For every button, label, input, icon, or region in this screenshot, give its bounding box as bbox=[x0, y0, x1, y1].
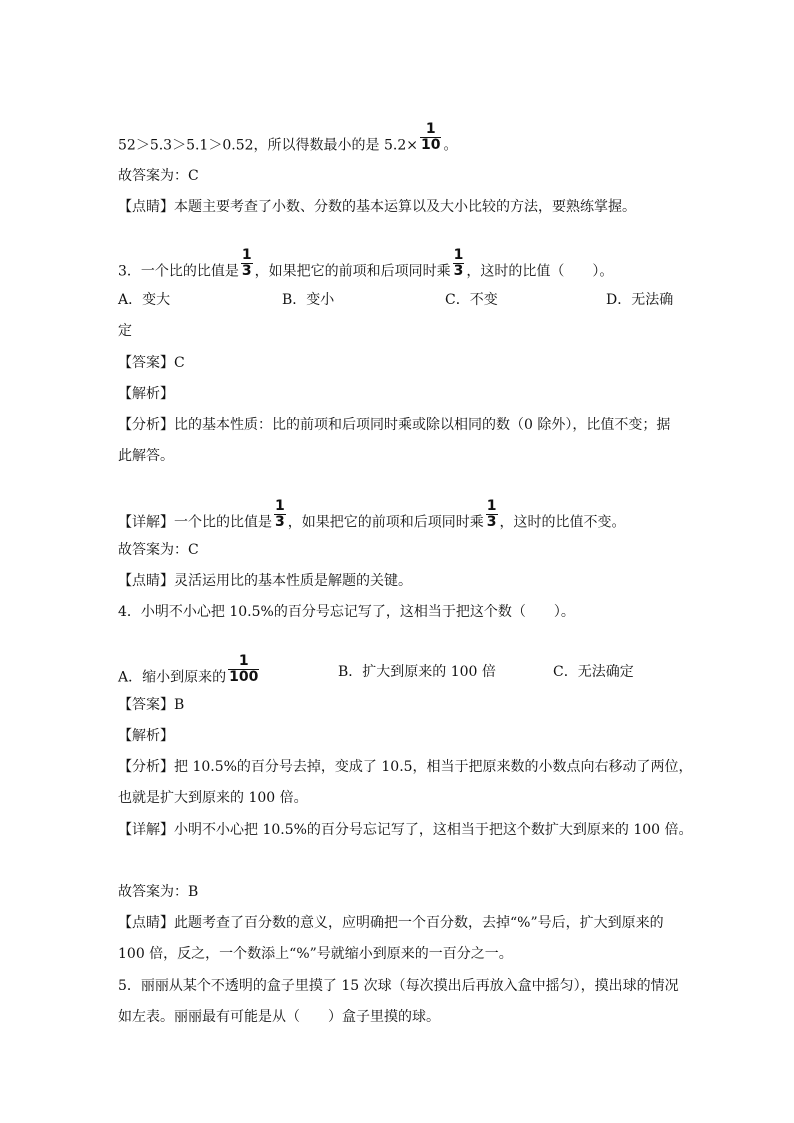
q2-conclusion-end: 。 bbox=[443, 137, 458, 154]
q3-fenxi-line-1: 【分析】比的基本性质：比的前项和后项同时乘或除以相同的数（0 除外），比值不变；据 bbox=[118, 417, 671, 433]
q2-comment: 【点睛】本题主要考查了小数、分数的基本运算以及大小比较的方法，要熟练掌握。 bbox=[118, 199, 636, 215]
q3-detail-fraction-1 bbox=[274, 499, 286, 530]
q3-analysis-heading: 【解析】 bbox=[118, 386, 174, 402]
q3-option-c: C．不变 bbox=[445, 292, 498, 308]
fraction-denominator: 3 bbox=[275, 514, 285, 530]
q3-detail-text-b: ，如果把它的前项和后项同时乘 bbox=[287, 514, 484, 531]
fraction-denominator: 10 bbox=[420, 137, 441, 153]
q4-analysis-heading: 【解析】 bbox=[118, 728, 174, 744]
q4-answer: 【答案】B bbox=[118, 697, 185, 713]
q3-detail-text-a: 【详解】一个比的比值是 bbox=[118, 514, 272, 531]
q4-detail: 【详解】小明不小心把 10.5%的百分号忘记写了，这相当于把这个数扩大到原来的 100 倍。 bbox=[118, 822, 693, 838]
q3-option-a: A．变大 bbox=[118, 292, 171, 308]
q4-option-a-fraction bbox=[228, 654, 259, 685]
q2-conclusion-text: 52＞5.3＞5.1＞0.52，所以得数最小的是 5.2× bbox=[118, 137, 418, 154]
q4-fenxi-line-2: 也就是扩大到原来的 100 倍。 bbox=[118, 790, 308, 806]
q3-stem-text-a: 3．一个比的比值是 bbox=[118, 263, 239, 280]
q4-fenxi-line-1: 【分析】把 10.5%的百分号去掉，变成了 10.5，相当于把原来数的小数点向右移动了两位， bbox=[118, 759, 693, 775]
q3-fraction-1 bbox=[241, 248, 253, 279]
q4-option-a bbox=[118, 653, 261, 693]
fraction-denominator: 3 bbox=[241, 263, 252, 279]
q3-option-d-wrap: 定 bbox=[118, 323, 132, 339]
q4-option-c: C．无法确定 bbox=[553, 664, 634, 680]
fraction-denominator: 3 bbox=[486, 514, 497, 530]
q4-answer-line: 故答案为：B bbox=[118, 884, 199, 900]
q5-stem-line-2: 如左表。丽丽最有可能是从（ ）盒子里摸的球。 bbox=[118, 1009, 440, 1025]
fraction-numerator: 1 bbox=[453, 247, 464, 263]
fraction-numerator: 1 bbox=[238, 653, 249, 669]
q3-fraction-2 bbox=[453, 248, 465, 279]
q3-answer: 【答案】C bbox=[118, 355, 185, 371]
q3-answer-line: 故答案为：C bbox=[118, 542, 199, 558]
fraction-denominator: 3 bbox=[453, 263, 464, 279]
fraction-denominator: 100 bbox=[229, 669, 259, 685]
q4-option-a-text: A．缩小到原来的 bbox=[118, 669, 227, 686]
fraction-numerator: 1 bbox=[486, 498, 497, 514]
q3-comment: 【点睛】灵活运用比的基本性质是解题的关键。 bbox=[118, 573, 412, 589]
q3-detail-text-c: ，这时的比值不变。 bbox=[499, 514, 626, 531]
q4-stem: 4．小明不小心把 10.5%的百分号忘记写了，这相当于把这个数（ ）。 bbox=[118, 604, 575, 620]
q5-stem-line-1: 5．丽丽从某个不透明的盒子里摸了 15 次球（每次摸出后再放入盒中摇匀），摸出球的情况 bbox=[118, 978, 679, 994]
q3-stem-text-c: ，这时的比值（ ）。 bbox=[466, 263, 614, 280]
q2-answer-line: 故答案为：C bbox=[118, 168, 199, 184]
q3-stem-text-b: ，如果把它的前项和后项同时乘 bbox=[254, 263, 451, 280]
q4-comment-line-1: 【点睛】此题考查了百分数的意义，应明确把一个百分数，去掉“%”号后，扩大到原来的 bbox=[118, 915, 664, 931]
q3-option-d: D．无法确 bbox=[606, 292, 674, 308]
q2-conclusion-line bbox=[118, 121, 458, 161]
q3-stem bbox=[118, 247, 614, 287]
q3-fenxi-line-2: 此解答。 bbox=[118, 448, 174, 464]
q2-fraction bbox=[420, 122, 441, 153]
q3-detail bbox=[118, 498, 626, 538]
q4-option-b: B．扩大到原来的 100 倍 bbox=[338, 664, 496, 680]
fraction-numerator: 1 bbox=[241, 247, 252, 263]
fraction-numerator: 1 bbox=[425, 121, 436, 137]
q3-detail-fraction-2 bbox=[486, 499, 498, 530]
fraction-numerator: 1 bbox=[275, 498, 285, 514]
q3-option-b: B．变小 bbox=[282, 292, 335, 308]
q4-comment-line-2: 100 倍，反之，一个数添上“%”号就缩小到原来的一百分之一。 bbox=[118, 946, 513, 962]
